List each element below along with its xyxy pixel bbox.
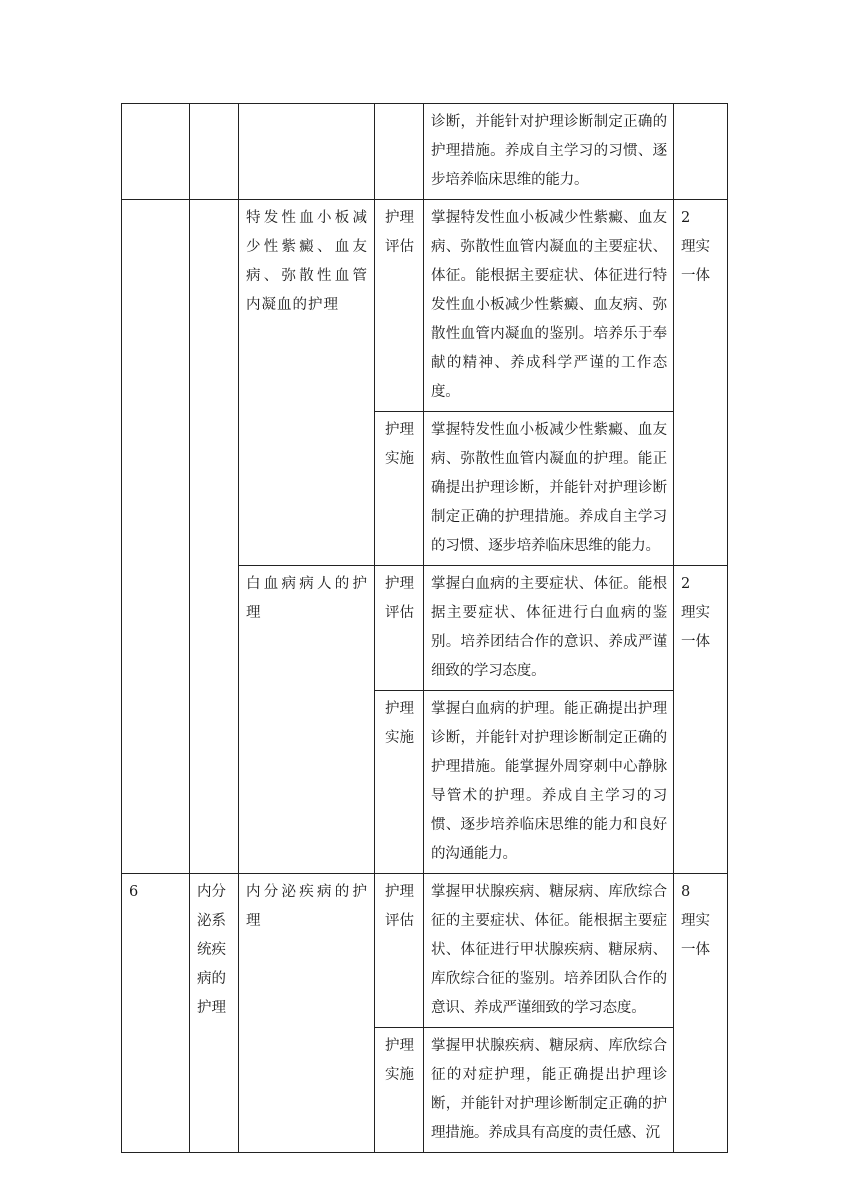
description-cell: 掌握白血病的护理。能正确提出护理诊断，并能针对护理诊断制定正确的护理措施。能掌握外周穿刺中心静脉导管术的护理。养成自主学习的习惯、逐步培养临床思维的能力和良好的沟通能力。	[424, 691, 674, 874]
mode-value: 理实一体	[681, 239, 710, 284]
description-cell: 掌握甲状腺疾病、糖尿病、库欣综合征的对症护理，能正确提出护理诊断，并能针对护理诊断制定正确的护理措施。养成具有高度的责任感、沉	[424, 1028, 674, 1153]
topic-cell: 内分泌疾病的护理	[239, 874, 375, 1153]
category-line: 内分	[197, 884, 226, 900]
phase-label: 护理评估	[385, 576, 414, 621]
table-row	[122, 200, 728, 412]
hours-value: 2	[681, 210, 691, 226]
description-cell: 掌握白血病的主要症状、体征。能根据主要症状、体征进行白血病的鉴别。培养团结合作的意识、养成严谨细致的学习态度。	[424, 566, 674, 691]
description-cell: 诊断，并能针对护理诊断制定正确的护理措施。养成自主学习的习惯、逐步培养临床思维的能力。	[424, 104, 674, 200]
phase-label: 护理实施	[385, 1038, 414, 1083]
curriculum-table	[121, 103, 728, 1153]
category-line: 统疾	[197, 942, 226, 958]
category-line: 泌系	[197, 913, 226, 929]
phase-cell	[375, 412, 424, 566]
phase-label: 护理实施	[385, 701, 414, 746]
phase-cell	[375, 104, 424, 200]
hours-value: 8	[681, 884, 691, 900]
category-line: 护理	[197, 1000, 226, 1016]
row-number-cell: 6	[122, 874, 190, 1153]
phase-cell	[375, 1028, 424, 1153]
row-number-cell	[122, 104, 190, 200]
hours-cell	[674, 104, 728, 200]
phase-label: 护理评估	[385, 210, 414, 255]
description-cell: 掌握特发性血小板减少性紫癜、血友病、弥散性血管内凝血的护理。能正确提出护理诊断，并能针对护理诊断制定正确的护理措施。养成自主学习的习惯、逐步培养临床思维的能力。	[424, 412, 674, 566]
topic-cell: 特发性血小板减少性紫癜、血友病、弥散性血管内凝血的护理	[239, 200, 375, 566]
table-row	[122, 874, 728, 1028]
table-row	[122, 104, 728, 200]
description-cell: 掌握特发性血小板减少性紫癜、血友病、弥散性血管内凝血的主要症状、体征。能根据主要症状、体征进行特发性血小板减少性紫癜、血友病、弥散性血管内凝血的鉴别。培养乐于奉献的精神、养成科学严谨的工作态度。	[424, 200, 674, 412]
category-cell	[190, 200, 239, 874]
mode-value: 理实一体	[681, 605, 710, 650]
phase-cell	[375, 200, 424, 412]
category-line: 病的	[197, 971, 226, 987]
phase-label: 护理实施	[385, 422, 414, 467]
mode-value: 理实一体	[681, 913, 710, 958]
topic-cell	[239, 104, 375, 200]
hours-cell	[674, 874, 728, 1153]
phase-cell	[375, 691, 424, 874]
hours-value: 2	[681, 576, 691, 592]
row-number-cell	[122, 200, 190, 874]
category-cell	[190, 104, 239, 200]
phase-label: 护理评估	[385, 884, 414, 929]
phase-cell	[375, 566, 424, 691]
phase-cell	[375, 874, 424, 1028]
category-cell	[190, 874, 239, 1153]
hours-cell	[674, 200, 728, 566]
description-cell: 掌握甲状腺疾病、糖尿病、库欣综合征的主要症状、体征。能根据主要症状、体征进行甲状腺疾病、糖尿病、库欣综合征的鉴别。培养团队合作的意识、养成严谨细致的学习态度。	[424, 874, 674, 1028]
hours-cell	[674, 566, 728, 874]
topic-cell: 白血病病人的护理	[239, 566, 375, 874]
